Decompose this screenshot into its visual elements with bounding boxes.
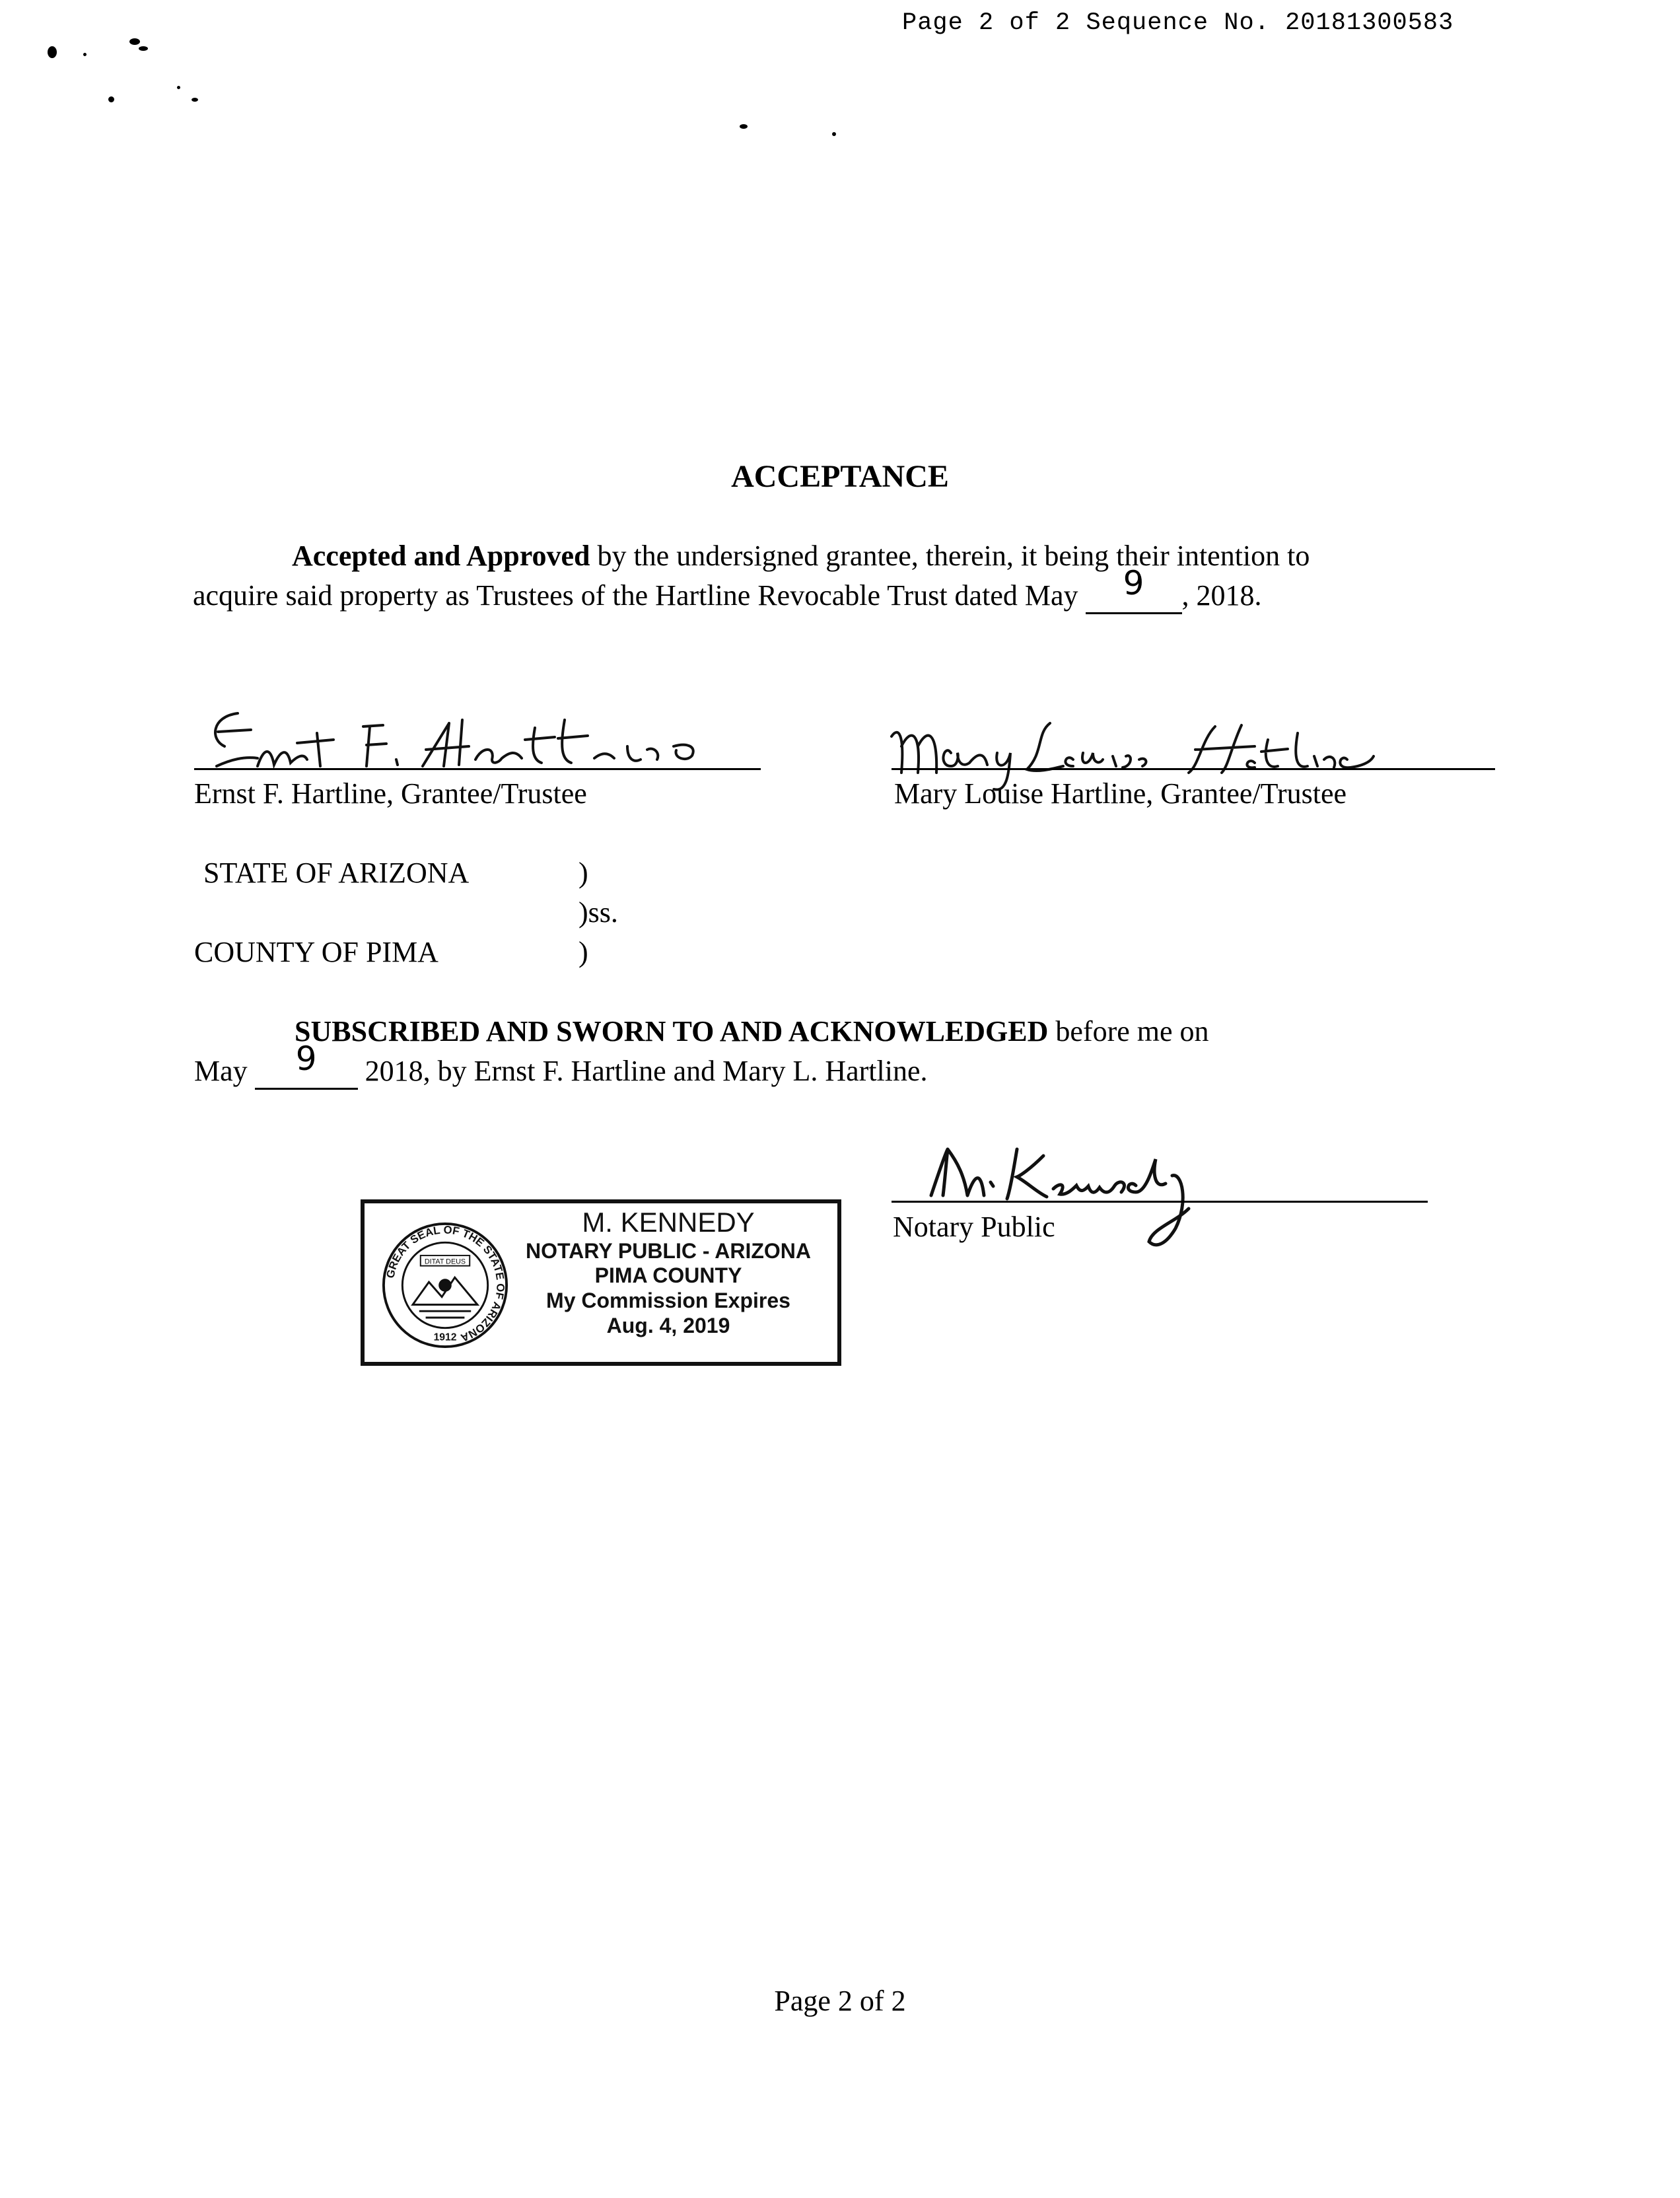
acknowledgment-line-2 [194, 1040, 928, 1090]
svg-text:GREAT SEAL OF THE STATE OF ARI: GREAT SEAL OF THE STATE OF ARIZONA [384, 1223, 507, 1345]
notary-stamp-text [503, 1206, 833, 1339]
ernst-signature-label: Ernst F. Hartline, Grantee/Trustee [194, 777, 587, 810]
svg-text:1912: 1912 [433, 1331, 457, 1343]
acknowledgment-date-blank [255, 1040, 358, 1090]
page-footer: Page 2 of 2 [774, 1985, 906, 2017]
acceptance-line-2 [193, 564, 1262, 614]
notary-stamp-expires: Aug. 4, 2019 [606, 1313, 730, 1337]
ernst-hartline-signature [198, 693, 779, 779]
venue-county: COUNTY OF PIMA [194, 936, 438, 968]
mary-signature-line [892, 768, 1495, 770]
mary-signature-label: Mary Louise Hartline, Grantee/Trustee [894, 777, 1347, 810]
venue-ss: )ss. [578, 896, 618, 929]
acknowledgment-line-1 [295, 1014, 1209, 1048]
acceptance-bold-lead: Accepted and Approved [292, 540, 590, 572]
acknowledgment-line2-end: 2018, by Ernst F. Hartline and Mary L. Hartline. [357, 1055, 928, 1087]
document-title: ACCEPTANCE [731, 459, 949, 494]
acknowledgment-handwritten-day: 9 [295, 1040, 317, 1078]
acknowledgment-line1-text: before me on [1048, 1015, 1209, 1047]
venue-paren-close: ) [578, 936, 588, 968]
acceptance-line2-text: acquire said property as Trustees of the Hartline Revocable Trust dated May [193, 579, 1086, 612]
notary-stamp-title: NOTARY PUBLIC - ARIZONA [526, 1238, 811, 1263]
notary-stamp [361, 1199, 841, 1366]
ernst-signature-line [194, 768, 761, 770]
venue-paren-open: ) [578, 857, 588, 889]
acceptance-line1-text: by the undersigned grantee, therein, it being their intention to [590, 540, 1310, 572]
acceptance-line2-end: , 2018. [1181, 579, 1262, 612]
venue-state: STATE OF ARIZONA [203, 857, 470, 889]
acceptance-date-blank [1086, 564, 1182, 614]
arizona-state-seal-icon [380, 1221, 510, 1350]
notary-signature-line [892, 1201, 1428, 1203]
document-header: Page 2 of 2 Sequence No. 20181300583 [902, 9, 1454, 37]
acceptance-handwritten-day: 9 [1123, 564, 1144, 602]
svg-text:DITAT DEUS: DITAT DEUS [424, 1258, 466, 1266]
notary-stamp-name: M. KENNEDY [582, 1207, 755, 1238]
notary-signature-label: Notary Public [893, 1211, 1055, 1243]
acknowledgment-bold-lead: SUBSCRIBED AND SWORN TO AND ACKNOWLEDGED [295, 1015, 1049, 1047]
notary-stamp-county: PIMA COUNTY [594, 1263, 742, 1288]
notary-stamp-commission: My Commission Expires [546, 1289, 790, 1313]
acknowledgment-line2-start: May [194, 1055, 255, 1087]
